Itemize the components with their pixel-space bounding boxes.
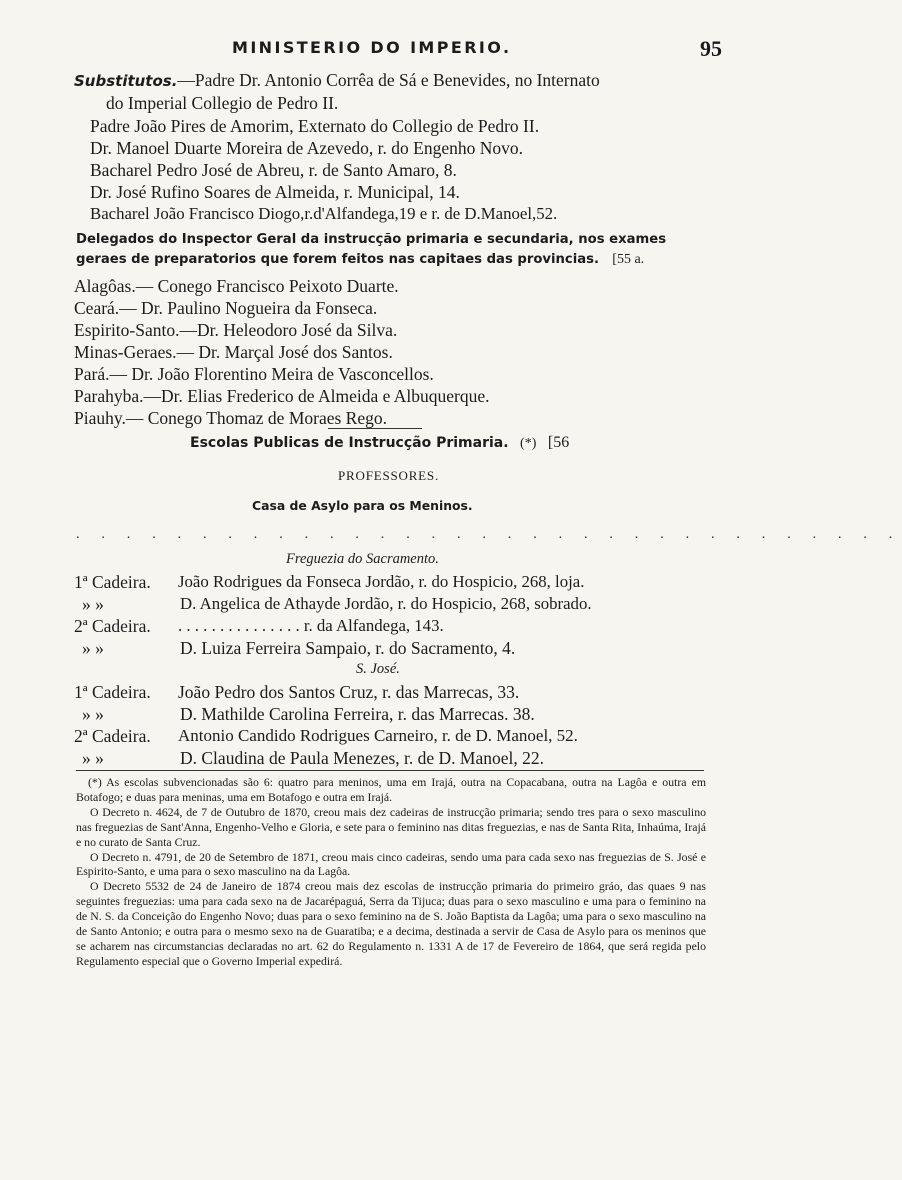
substitutos-line-7: Bacharel João Francisco Diogo,r.d'Alfandega,19 e r. de D.Manoel,52. <box>90 204 558 223</box>
substitutos-line-2: do Imperial Collegio de Pedro II. <box>106 93 339 113</box>
footnote-4: O Decreto 5532 de 24 de Janeiro de 1874 creou mais dez escolas de instrucção primaria do primeiro gráo, das quaes 9 nas seguintes freguezias: uma para cada sexo na de Jacarépaguá, Serra da Tijuca; duas para o sexo masculino e uma para o feminino na de N. S. da Conceição do Engenho Novo; duas para o sexo feminino na de S. João Baptista da Lagôa; uma para o sexo masculino na de Santo Antonio; e outra para o mesmo sexo na de Guaratiba; e a decima, destinada a servir de Casa de Asylo para os meninos que se acharem nas circumstancias declaradas no art. 62 do Regulamento n. 1331 A de 17 de Fevereiro de 1864, que será regida pelo Regulamento especial que o Governo Imperial expedirá. <box>76 879 706 968</box>
substitutos-label: Substitutos. <box>74 72 178 90</box>
substitutos-line-4: Dr. Manoel Duarte Moreira de Azevedo, r. do Engenho Novo. <box>90 138 524 158</box>
delegado-ceara: Ceará.— Dr. Paulino Nogueira da Fonseca. <box>74 298 378 318</box>
escolas-footnote-mark: (*) <box>520 436 537 451</box>
page-number: 95 <box>700 36 722 61</box>
sacramento-col-1: 1ª Cadeira. <box>74 572 151 592</box>
sao-jose-col-1: 1ª Cadeira. <box>74 682 151 702</box>
sacramento-col-2: » » <box>82 594 104 614</box>
delegados-ref: [55 a. <box>612 252 645 267</box>
substitutos-line-6: Dr. José Rufino Soares de Almeida, r. Municipal, 14. <box>90 182 460 202</box>
sao-jose-entry-1: João Pedro dos Santos Cruz, r. das Marrecas, 33. <box>178 682 520 702</box>
footnote-rule <box>76 770 704 771</box>
substitutos-line-5: Bacharel Pedro José de Abreu, r. de Santo Amaro, 8. <box>90 160 457 180</box>
sacramento-col-4: » » <box>82 638 104 658</box>
section-rule <box>328 428 422 429</box>
sacramento-col-3: 2ª Cadeira. <box>74 616 151 636</box>
delegados-heading-1: Delegados do Inspector Geral da instrucção primaria e secundaria, nos exames <box>76 232 667 247</box>
sao-jose-entry-2: D. Mathilde Carolina Ferreira, r. das Marrecas. 38. <box>180 704 535 724</box>
sao-jose-col-2: » » <box>82 704 104 724</box>
delegado-parahyba: Parahyba.—Dr. Elias Frederico de Almeida e Albuquerque. <box>74 386 490 406</box>
substitutos-line-1 <box>74 70 600 91</box>
delegado-alagoas: Alagôas.— Conego Francisco Peixoto Duarte. <box>74 276 399 296</box>
delegados-heading-2-text: geraes de preparatorios que forem feitos nas capitaes das provincias. <box>76 252 599 267</box>
substitutos-text: —Padre Dr. Antonio Corrêa de Sá e Benevides, no Internato <box>177 70 600 90</box>
running-title: MINISTERIO DO IMPERIO. <box>232 38 512 57</box>
escolas-heading-line <box>190 434 569 452</box>
delegado-minas-geraes: Minas-Geraes.— Dr. Marçal José dos Santos. <box>74 342 393 362</box>
professores-label: PROFESSORES. <box>338 468 439 483</box>
delegados-heading-2 <box>76 251 644 268</box>
footnote-2: O Decreto n. 4624, de 7 de Outubro de 1870, creou mais dez cadeiras de instrucção primaria; sendo tres para o sexo masculino nas freguezias de Sant'Anna, Engenho-Velho e Gloria, e sete para o feminino nas ditas freguezias, e nas de Santa Rita, Inhaúma, Irajá e no curato de Santa Cruz. <box>76 804 706 849</box>
substitutos-line-3: Padre João Pires de Amorim, Externato do Collegio de Pedro II. <box>90 116 540 136</box>
footnote-1: (*) As escolas subvencionadas são 6: quatro para meninos, uma em Irajá, outra na Copacabana, outra na Lagôa e outra em Botafogo; e duas para meninas, uma em Botafogo e outra em Irajá. <box>76 775 706 804</box>
footnote-3: O Decreto n. 4791, de 20 de Setembro de 1871, creou mais cinco cadeiras, sendo uma para cada sexo nas freguezias de S. José e Espirito-Santo, e uma para o sexo masculino na da Lagôa. <box>76 849 706 879</box>
escolas-ref: [56 <box>547 434 570 451</box>
sao-jose-entry-4: D. Claudina de Paula Menezes, r. de D. Manoel, 22. <box>180 748 545 768</box>
footnotes <box>76 775 706 969</box>
sacramento-entry-4: D. Luiza Ferreira Sampaio, r. do Sacramento, 4. <box>180 638 516 658</box>
sao-jose-col-3: 2ª Cadeira. <box>74 726 151 746</box>
delegado-para: Pará.— Dr. João Florentino Meira de Vasconcellos. <box>74 364 434 384</box>
sao-jose-entry-3: Antonio Candido Rodrigues Carneiro, r. de D. Manoel, 52. <box>178 726 578 745</box>
delegado-piauhy: Piauhy.— Conego Thomaz de Moraes Rego. <box>74 408 388 428</box>
sacramento-entry-1: João Rodrigues da Fonseca Jordão, r. do Hospicio, 268, loja. <box>178 572 585 591</box>
asylo-heading: Casa de Asylo para os Meninos. <box>252 498 473 513</box>
delegado-espirito-santo: Espirito-Santo.—Dr. Heleodoro José da Silva. <box>74 320 398 340</box>
dotted-leader: . . . . . . . . . . . . . . . . . . . . . . . . . . . . . . . . . <box>76 527 902 542</box>
sacramento-entry-3: . . . . . . . . . . . . . . . r. da Alfandega, 143. <box>178 616 444 635</box>
sao-jose-heading: S. José. <box>356 661 400 677</box>
escolas-heading: Escolas Publicas de Instrucção Primaria. <box>190 435 509 451</box>
sacramento-heading: Freguezia do Sacramento. <box>286 551 439 567</box>
sao-jose-col-4: » » <box>82 748 104 768</box>
sacramento-entry-2: D. Angelica de Athayde Jordão, r. do Hospicio, 268, sobrado. <box>180 594 592 613</box>
